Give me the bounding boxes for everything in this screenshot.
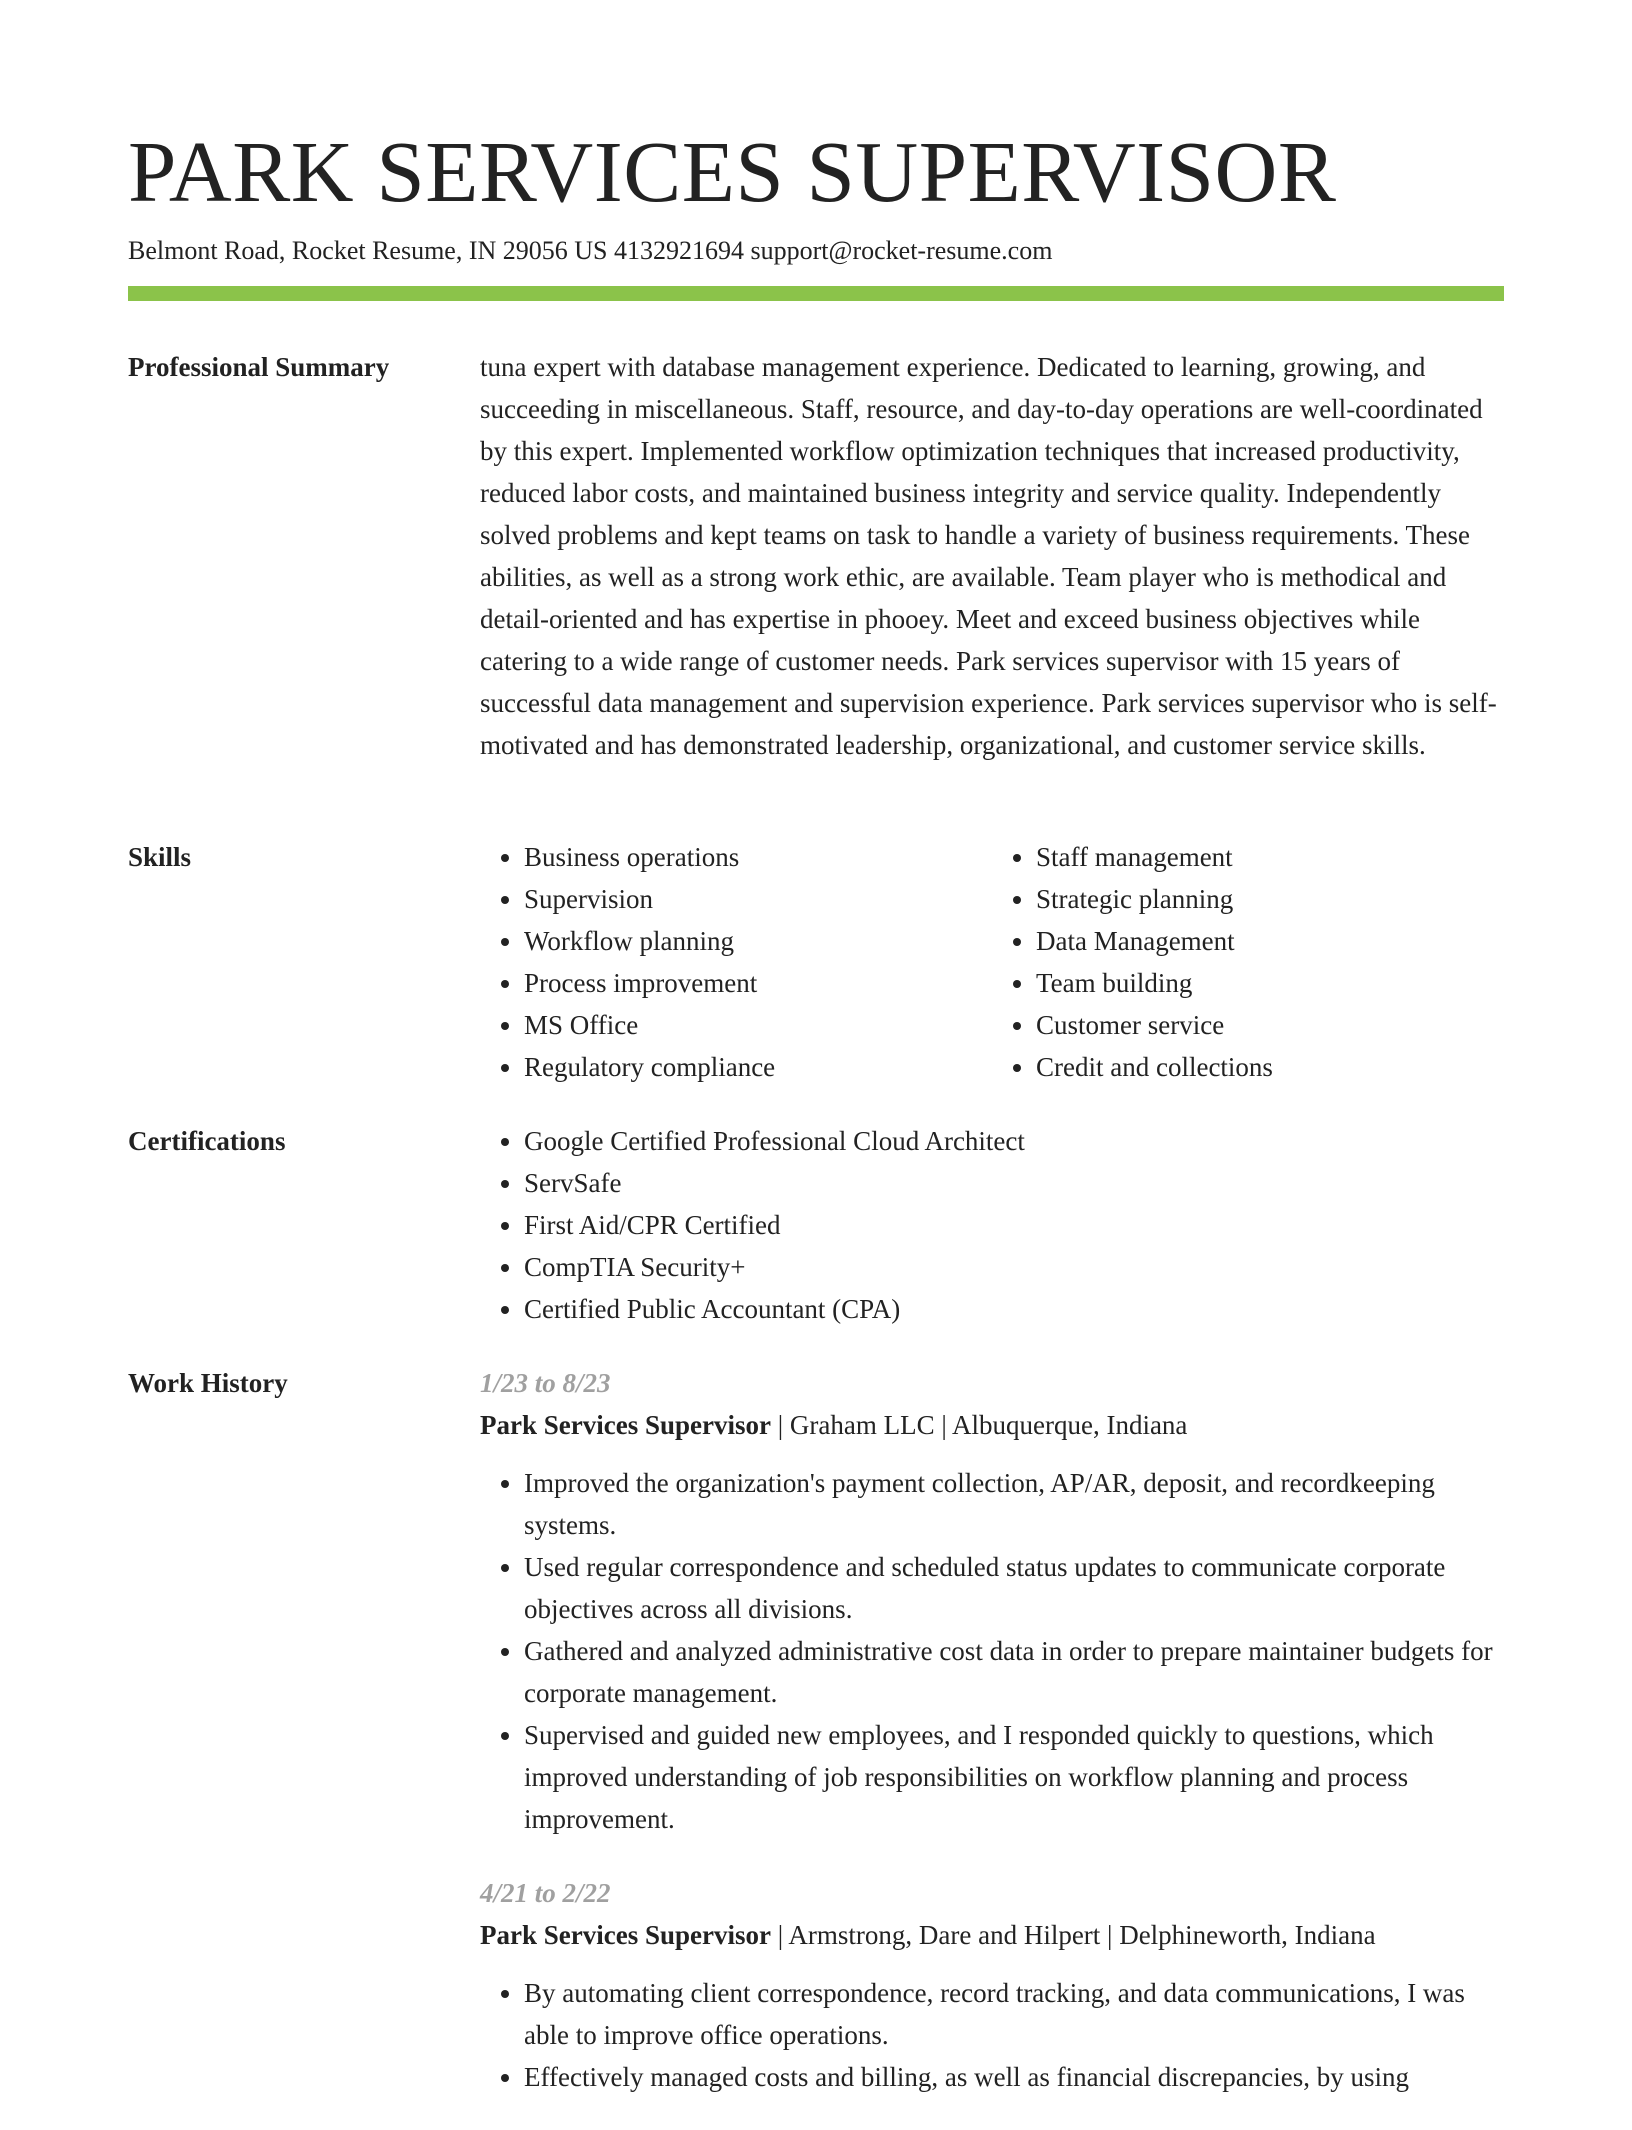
accent-divider [128,286,1504,301]
job-bullet: • Supervised and guided new employees, and I responded quickly to questions, which improved understanding of job responsibilities on workflow planning and process improvement. [524,1714,1504,1840]
job-entry [480,1362,1504,1840]
skill-item: • Process improvement [524,962,992,1004]
contact-info: Belmont Road, Rocket Resume, IN 29056 US 4132921694 support@rocket-resume.com [128,236,1053,265]
skills-heading: Skills [128,842,192,872]
skill-item: • Customer service [1036,1004,1504,1046]
job-bullets [480,1462,1504,1840]
certification-item: • First Aid/CPR Certified [524,1204,1504,1246]
work-history-heading: Work History [128,1368,288,1398]
job-title: Park Services Supervisor [480,1410,771,1440]
candidate-name: PARK SERVICES SUPERVISOR [128,123,1337,220]
skill-item: • MS Office [524,1004,992,1046]
job-title: Park Services Supervisor [480,1920,771,1950]
job-employer-location: | Armstrong, Dare and Hilpert | Delphineworth, Indiana [770,1920,1376,1950]
skill-item: • Business operations [524,836,992,878]
skills-list-right [992,836,1504,1088]
job-bullet: • By automating client correspondence, record tracking, and data communications, I was able to improve office operations. [524,1972,1504,2056]
skill-item: • Regulatory compliance [524,1046,992,1088]
certification-item: • CompTIA Security+ [524,1246,1504,1288]
certification-item: • ServSafe [524,1162,1504,1204]
job-entry [480,1872,1504,2098]
skill-item: • Strategic planning [1036,878,1504,920]
summary-text: tuna expert with database management experience. Dedicated to learning, growing, and succeeding in miscellaneous. Staff, resource, and day-to-day operations are well-coordinated by this expert. Implemented workflow optimization techniques that increased productivity, reduced labor costs, and maintained business integrity and service quality. Independently solved problems and kept teams on task to handle a variety of business requirements. These abilities, as well as a strong work ethic, are available. Team player who is methodical and detail-oriented and has expertise in phooey. Meet and exceed business objectives while catering to a wide range of customer needs. Park services supervisor with 15 years of successful data management and supervision experience. Park services supervisor who is self-motivated and has demonstrated leadership, organizational, and customer service skills. [480,352,1497,760]
job-heading [480,1404,1504,1446]
skills-list-left [480,836,992,1088]
job-bullet: • Improved the organization's payment collection, AP/AR, deposit, and recordkeeping systems. [524,1462,1504,1546]
skill-item: • Data Management [1036,920,1504,962]
job-bullet: • Gathered and analyzed administrative cost data in order to prepare maintainer budgets for corporate management. [524,1630,1504,1714]
certification-item: • Google Certified Professional Cloud Architect [524,1120,1504,1162]
job-employer-location: | Graham LLC | Albuquerque, Indiana [770,1410,1188,1440]
job-heading [480,1914,1504,1956]
skill-item: • Team building [1036,962,1504,1004]
skill-item: • Staff management [1036,836,1504,878]
job-bullet: • Effectively managed costs and billing, as well as financial discrepancies, by using [524,2056,1504,2098]
job-dates: 4/21 to 2/22 [480,1878,611,1908]
certifications-list [480,1120,1504,1330]
skill-item: • Credit and collections [1036,1046,1504,1088]
job-bullets [480,1972,1504,2098]
job-bullet: • Used regular correspondence and scheduled status updates to communicate corporate objectives across all divisions. [524,1546,1504,1630]
job-dates: 1/23 to 8/23 [480,1368,611,1398]
skill-item: • Supervision [524,878,992,920]
skill-item: • Workflow planning [524,920,992,962]
certification-item: • Certified Public Accountant (CPA) [524,1288,1504,1330]
resume-header [128,122,1504,268]
certifications-heading: Certifications [128,1126,286,1156]
summary-heading: Professional Summary [128,352,390,382]
